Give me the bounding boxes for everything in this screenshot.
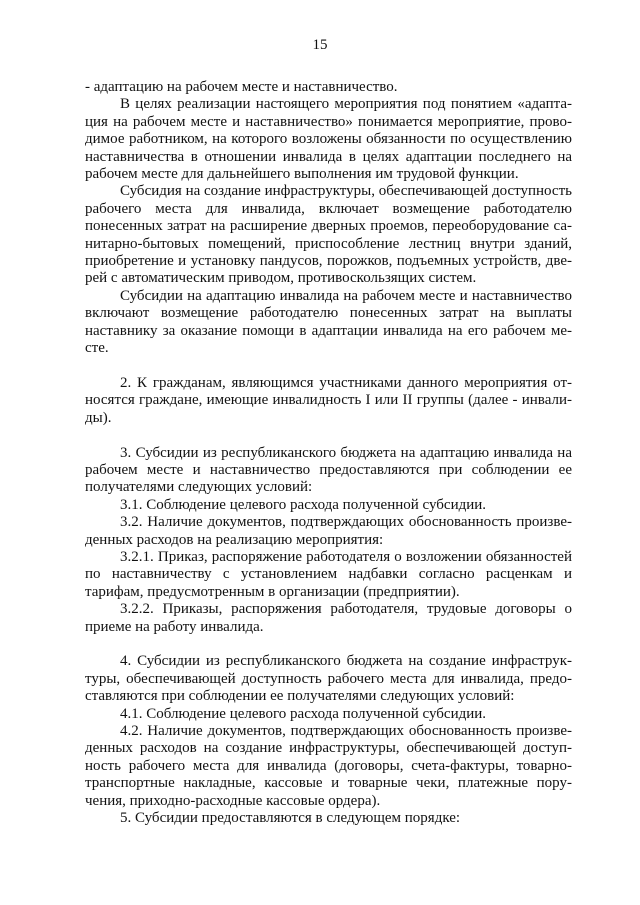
paragraph-section-3: 3. Субсидии из республиканского бюджета на адаптацию инвалида на рабочем месте и наставничество предоставляются при соблюдении ее получателями следующих условий: [85,444,572,496]
paragraph-section-5: 5. Субсидии предоставляются в следующем порядке: [120,810,461,827]
paragraph-section-4-2: 4.2. Наличие документов, подтверждающих обоснованность произведенных расходов на создание инфраструктуры, обеспечивающей доступность рабочего места для инвалида (договоры, счета-фактуры, товарно-транспортные накладные, кассовые и товарные чеки, платежные поручения, приходно-расходные кассовые ордера). [85,722,572,809]
paragraph-adaptation-definition: В целях реализации настоящего мероприятия под понятием «адаптация на рабочем месте и наставничество» понимается мероприятие, проводимое работником, на которого возложены обязанности по осуществлению наставничества в отношении инвалида в целях адаптации последнего на рабочем месте для дальнейшего выполнения им трудовой функции. [85,96,572,183]
document-body [85,79,572,827]
paragraph-section-3-2: 3.2. Наличие документов, подтверждающих обоснованность произведенных расходов на реализацию мероприятия: [85,514,572,548]
paragraph-section-3-1: 3.1. Соблюдение целевого расхода полученной субсидии. [120,496,487,513]
paragraph-section-3-2-2: 3.2.2. Приказы, распоряжения работодателя, трудовые договоры о приеме на работу инвалида. [85,601,572,635]
paragraph-spacer [85,358,572,375]
paragraph-section-4: 4. Субсидии из республиканского бюджета на создание инфраструктуры, обеспечивающей доступность рабочего места для инвалида, предоставляются при соблюдении ее получателями следующих условий: [85,653,572,705]
paragraph-section-3-2-1: 3.2.1. Приказ, распоряжение работодателя о возложении обязанностей по наставничеству с установлением надбавки согласно расценкам и тарифам, предусмотренным в организации (предприятии). [85,548,572,600]
page-number: 15 [312,37,328,53]
paragraph-spacer [85,427,572,444]
paragraph-section-2: 2. К гражданам, являющимся участниками данного мероприятия относятся граждане, имеющие инвалидность I или II группы (далее - инвалиды). [85,374,572,426]
paragraph-section-4-1: 4.1. Соблюдение целевого расхода полученной субсидии. [120,705,487,722]
paragraph-mentoring-subsidy: Субсидии на адаптацию инвалида на рабочем месте и наставничество включают возмещение работодателю понесенных затрат на выплаты наставнику за оказание помощи в адаптации инвалида на его рабочем месте. [85,287,572,357]
paragraph-list-item-adaptation: - адаптацию на рабочем месте и наставничество. [85,79,398,95]
paragraph-infrastructure-subsidy: Субсидия на создание инфраструктуры, обеспечивающей доступность рабочего места для инвалида, включает возмещение работодателю понесенных затрат на расширение дверных проемов, переоборудование санитарно-бытовых помещений, приспособление лестниц внутри зданий, приобретение и установку пандусов, порожков, подъемных устройств, дверей с автоматическим приводом, противоскользящих систем. [85,183,572,287]
paragraph-spacer [85,636,572,653]
